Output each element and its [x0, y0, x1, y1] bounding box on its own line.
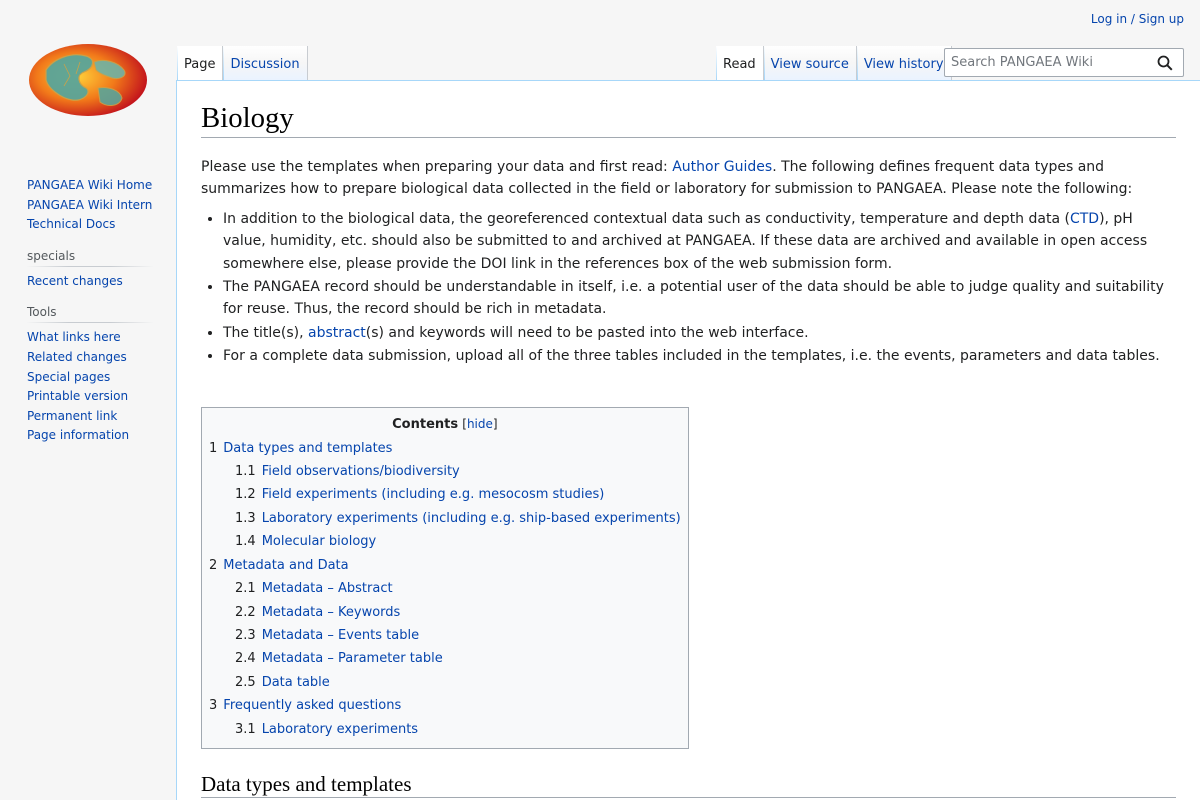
search-button[interactable] — [1150, 49, 1180, 76]
toc-link[interactable] — [235, 581, 393, 596]
toc-list — [209, 438, 681, 741]
toc-toggle-close: ] — [492, 416, 498, 431]
toc-text: Laboratory experiments — [261, 721, 419, 737]
list-item: • For a complete data submission, upload all of the three tables included in the templates, i.e. the events, parameters and data tables. — [223, 345, 1176, 367]
sidebar-link-special-pages[interactable]: Special pages — [27, 369, 111, 384]
tab-page-label[interactable]: Page — [184, 57, 216, 72]
sidebar-link-what-links-here[interactable]: What links here — [27, 330, 121, 345]
toc-number: 1 — [209, 440, 218, 456]
site-logo[interactable] — [24, 40, 154, 120]
toc-link[interactable] — [235, 511, 681, 526]
toc-number: 2.3 — [235, 627, 256, 643]
tab-view-history[interactable] — [857, 46, 952, 80]
toc-toggle-open: [ — [462, 416, 467, 431]
toc-link[interactable] — [235, 722, 418, 737]
toc-link[interactable] — [235, 651, 443, 666]
list-item — [223, 322, 1176, 344]
toc-text: Metadata – Events table — [261, 627, 420, 643]
login-link[interactable]: Log in / Sign up — [1090, 12, 1184, 26]
toc-item — [209, 531, 681, 553]
bullet-3-after: (s) and keywords will need to be pasted into the web interface. — [365, 324, 809, 341]
toc-link[interactable] — [235, 464, 460, 479]
toc-number: 2 — [209, 557, 218, 573]
toc-item — [209, 461, 681, 483]
pangaea-globe-logo — [24, 40, 154, 120]
sidebar-item-related-changes — [27, 348, 153, 368]
body-content — [201, 156, 1176, 798]
sidebar-item-permanent-link — [27, 407, 153, 427]
toc-item — [209, 719, 681, 741]
toc-number: 2.4 — [235, 651, 256, 667]
tab-view-history-label[interactable]: View history — [863, 57, 944, 72]
search-input[interactable] — [945, 49, 1150, 76]
sidebar-item-wiki-intern — [27, 196, 153, 216]
sidebar-tools — [27, 305, 153, 446]
toc-link[interactable] — [235, 534, 376, 549]
tab-view-source-label[interactable]: View source — [770, 57, 849, 72]
sidebar-link-wiki-home[interactable]: PANGAEA Wiki Home — [27, 178, 153, 192]
tab-discussion-label[interactable]: Discussion — [230, 57, 300, 72]
toc-item — [209, 578, 681, 600]
tab-view-source[interactable] — [764, 46, 857, 80]
sidebar-item-technical-docs — [27, 215, 153, 235]
sidebar-link-permanent-link[interactable]: Permanent link — [27, 408, 118, 423]
sidebar-specials — [27, 249, 153, 292]
toc-number: 3.1 — [235, 721, 256, 737]
toc-text: Molecular biology — [261, 534, 377, 550]
toc-number: 3 — [209, 698, 218, 714]
intro-text-before: Please use the templates when preparing your data and first read: — [201, 159, 673, 175]
toc-item — [209, 555, 681, 577]
intro-paragraph — [201, 156, 1176, 201]
toc-heading: Contents — [392, 416, 459, 432]
toc-item — [209, 602, 681, 624]
page-title: Biology — [201, 102, 1176, 138]
toc-text: Field experiments (including e.g. mesocosm studies) — [261, 487, 605, 503]
toc-item — [209, 672, 681, 694]
toc-number: 2.2 — [235, 604, 256, 620]
list-item: • The PANGAEA record should be understandable in itself, i.e. a potential user of the data should be able to judge quality and suitability for reuse. Thus, the record should be rich in metadata. — [223, 276, 1176, 321]
personal-tools — [1091, 12, 1184, 26]
toc-item — [209, 648, 681, 670]
toc-link[interactable] — [209, 558, 349, 573]
notes-list — [223, 208, 1176, 368]
search-icon — [1157, 55, 1173, 71]
sidebar-item-recent-changes — [27, 272, 153, 292]
toc-number: 1.1 — [235, 464, 256, 480]
bullet-1-after: ), pH value, humidity, etc. should also be submitted to and archived at PANGAEA. If these data are archived and available in open access somewhere else, please provide the DOI link in the references box of the web submission form. — [223, 210, 1148, 272]
toc-item — [209, 484, 681, 506]
sidebar-item-printable-version — [27, 387, 153, 407]
toc-text: Metadata – Abstract — [261, 581, 393, 597]
sidebar — [0, 176, 176, 460]
main-content — [176, 80, 1200, 800]
tab-discussion[interactable] — [223, 46, 307, 80]
toc-toggle — [462, 417, 497, 431]
toc-text: Laboratory experiments (including e.g. ship-based experiments) — [261, 510, 681, 526]
view-tabs — [716, 46, 952, 80]
toc-text: Metadata – Parameter table — [261, 651, 443, 667]
tab-page[interactable] — [177, 46, 223, 80]
toc-text: Field observations/biodiversity — [261, 464, 460, 480]
bullet-1-before: In addition to the biological data, the georeferenced contextual data such as conductivity, temperature and depth data ( — [223, 210, 1070, 227]
toc-text: Data table — [261, 674, 330, 690]
sidebar-navigation — [27, 176, 153, 235]
toc-text: Metadata – Keywords — [261, 604, 401, 620]
sidebar-link-wiki-intern[interactable]: PANGAEA Wiki Intern — [27, 197, 153, 212]
sidebar-link-technical-docs[interactable]: Technical Docs — [27, 217, 116, 232]
sidebar-link-printable-version[interactable]: Printable version — [27, 389, 129, 404]
sidebar-item-special-pages — [27, 368, 153, 388]
toc-title — [209, 415, 681, 434]
toc-hide-link[interactable]: hide — [466, 416, 493, 431]
section-heading: Data types and templates — [201, 773, 1176, 798]
sidebar-link-page-information[interactable]: Page information — [27, 428, 130, 443]
sidebar-specials-heading: specials — [27, 249, 153, 267]
toc-item — [209, 625, 681, 647]
search-box — [944, 48, 1184, 77]
toc-link[interactable] — [209, 441, 392, 456]
sidebar-link-related-changes[interactable]: Related changes — [27, 349, 127, 364]
toc-text: Data types and templates — [223, 440, 393, 456]
toc-link[interactable] — [235, 628, 419, 643]
sidebar-item-what-links-here — [27, 328, 153, 348]
sidebar-link-recent-changes[interactable]: Recent changes — [27, 273, 123, 288]
toc-item — [209, 508, 681, 530]
toc-link[interactable] — [235, 605, 400, 620]
sidebar-tools-heading: Tools — [27, 305, 153, 323]
sidebar-item-page-information — [27, 426, 153, 446]
toc-number: 1.4 — [235, 534, 256, 550]
abstract-link[interactable]: abstract — [307, 324, 366, 341]
list-item — [223, 208, 1176, 275]
toc-number: 2.1 — [235, 581, 256, 597]
toc-link[interactable] — [235, 675, 330, 690]
toc-text: Frequently asked questions — [223, 698, 402, 714]
tab-read[interactable] — [716, 46, 764, 80]
toc-item — [209, 695, 681, 717]
tab-read-label[interactable]: Read — [723, 57, 756, 72]
toc-item — [209, 438, 681, 460]
sidebar-item-wiki-home — [27, 176, 153, 196]
toc-number: 1.3 — [235, 510, 256, 526]
intro-text-after: . The following defines frequent data types and summarizes how to prepare biological data collected in the field or laboratory for submission to PANGAEA. Please note the following: — [201, 159, 1133, 198]
ctd-link[interactable]: CTD — [1069, 210, 1100, 227]
toc-link[interactable] — [209, 698, 401, 713]
bullet-3-before: The title(s), — [223, 324, 308, 341]
author-guides-link[interactable]: Author Guides — [672, 159, 773, 175]
namespace-tabs — [177, 46, 308, 80]
toc-number: 1.2 — [235, 487, 256, 503]
toc-text: Metadata and Data — [223, 557, 349, 573]
toc-number: 2.5 — [235, 674, 256, 690]
table-of-contents — [201, 407, 689, 749]
toc-link[interactable] — [235, 487, 604, 502]
